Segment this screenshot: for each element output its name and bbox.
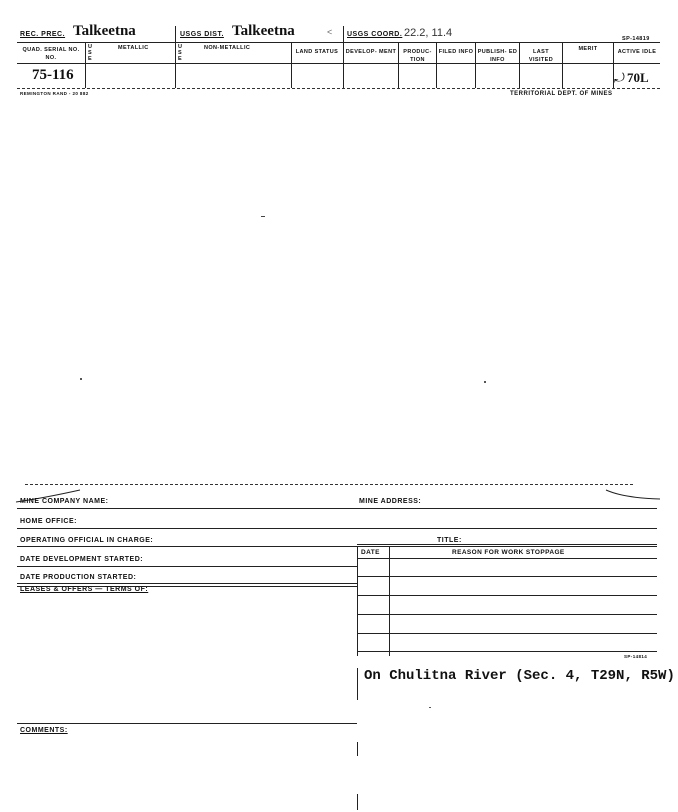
- arrow-mark-icon: <: [327, 27, 333, 37]
- stoppage-date-col: DATE: [361, 549, 380, 556]
- usgs-dist-value: Talkeetna: [232, 23, 295, 39]
- usgs-coord-label: USGS COORD.: [347, 31, 403, 38]
- form-code-bottom: SP-14814: [624, 654, 648, 659]
- col-production: PRODUC- TION: [403, 49, 432, 63]
- col-quad-serial: QUAD. SERIAL NO. NO.: [22, 47, 80, 61]
- col-development: DEVELOP- MENT: [345, 49, 397, 55]
- col-active-idle: ACTIVE IDLE: [617, 49, 657, 55]
- header-line: [17, 42, 660, 43]
- col-use-2: U S E: [178, 44, 183, 62]
- col-land-status: LAND STATUS: [295, 49, 339, 55]
- lower-card-top-line: [25, 484, 633, 485]
- col-last-visited: LAST VISITED: [528, 49, 554, 63]
- usgs-dist-label: USGS DIST.: [180, 31, 224, 38]
- usgs-coord-value: 22.2, 11.4: [404, 27, 453, 39]
- speck: [429, 707, 431, 708]
- speck: [80, 378, 82, 380]
- form-code-top: SP-14819: [622, 36, 650, 42]
- bracket-mark-icon: ⤾: [614, 70, 625, 85]
- rec-prec-label: REC. PREC.: [20, 31, 66, 38]
- card-footer-right: TERRITORIAL DEPT. OF MINES: [510, 91, 613, 97]
- speck: [484, 381, 486, 383]
- card-footer-left: REMINGTON RAND - 20 882: [20, 91, 89, 96]
- location-note: On Chulitna River (Sec. 4, T29N, R5W): [364, 668, 675, 684]
- col-merit: MERIT: [578, 46, 598, 52]
- pen-stroke-right: [604, 488, 664, 502]
- col-non-metallic: NON-METALLIC: [204, 45, 251, 51]
- col-published-info: PUBLISH- ED INFO: [477, 49, 518, 63]
- column-header-line: [17, 63, 660, 64]
- col-filed-info: FILED INFO: [438, 49, 474, 55]
- home-office-label: HOME OFFICE:: [20, 518, 77, 525]
- comments-label: COMMENTS:: [20, 727, 68, 734]
- title-label: TITLE:: [437, 537, 462, 544]
- date-development-label: DATE DEVELOPMENT STARTED:: [20, 556, 144, 563]
- operating-official-label: OPERATING OFFICIAL IN CHARGE:: [20, 537, 154, 544]
- stoppage-reason-col: REASON FOR WORK STOPPAGE: [452, 549, 565, 556]
- row-active-idle: 70L: [627, 70, 649, 85]
- mine-company-name-label: MINE COMPANY NAME:: [20, 498, 109, 505]
- col-use-1: U S E: [88, 44, 93, 62]
- card-bottom-line: [17, 88, 660, 89]
- rec-prec-value: Talkeetna: [73, 23, 136, 39]
- mine-address-label: MINE ADDRESS:: [359, 498, 422, 505]
- row-quad-serial: 75-116: [32, 67, 74, 83]
- leases-label: LEASES & OFFERS — TERMS OF:: [20, 586, 149, 593]
- speck: [261, 216, 265, 217]
- col-metallic: METALLIC: [118, 45, 149, 51]
- date-production-label: DATE PRODUCTION STARTED:: [20, 574, 137, 581]
